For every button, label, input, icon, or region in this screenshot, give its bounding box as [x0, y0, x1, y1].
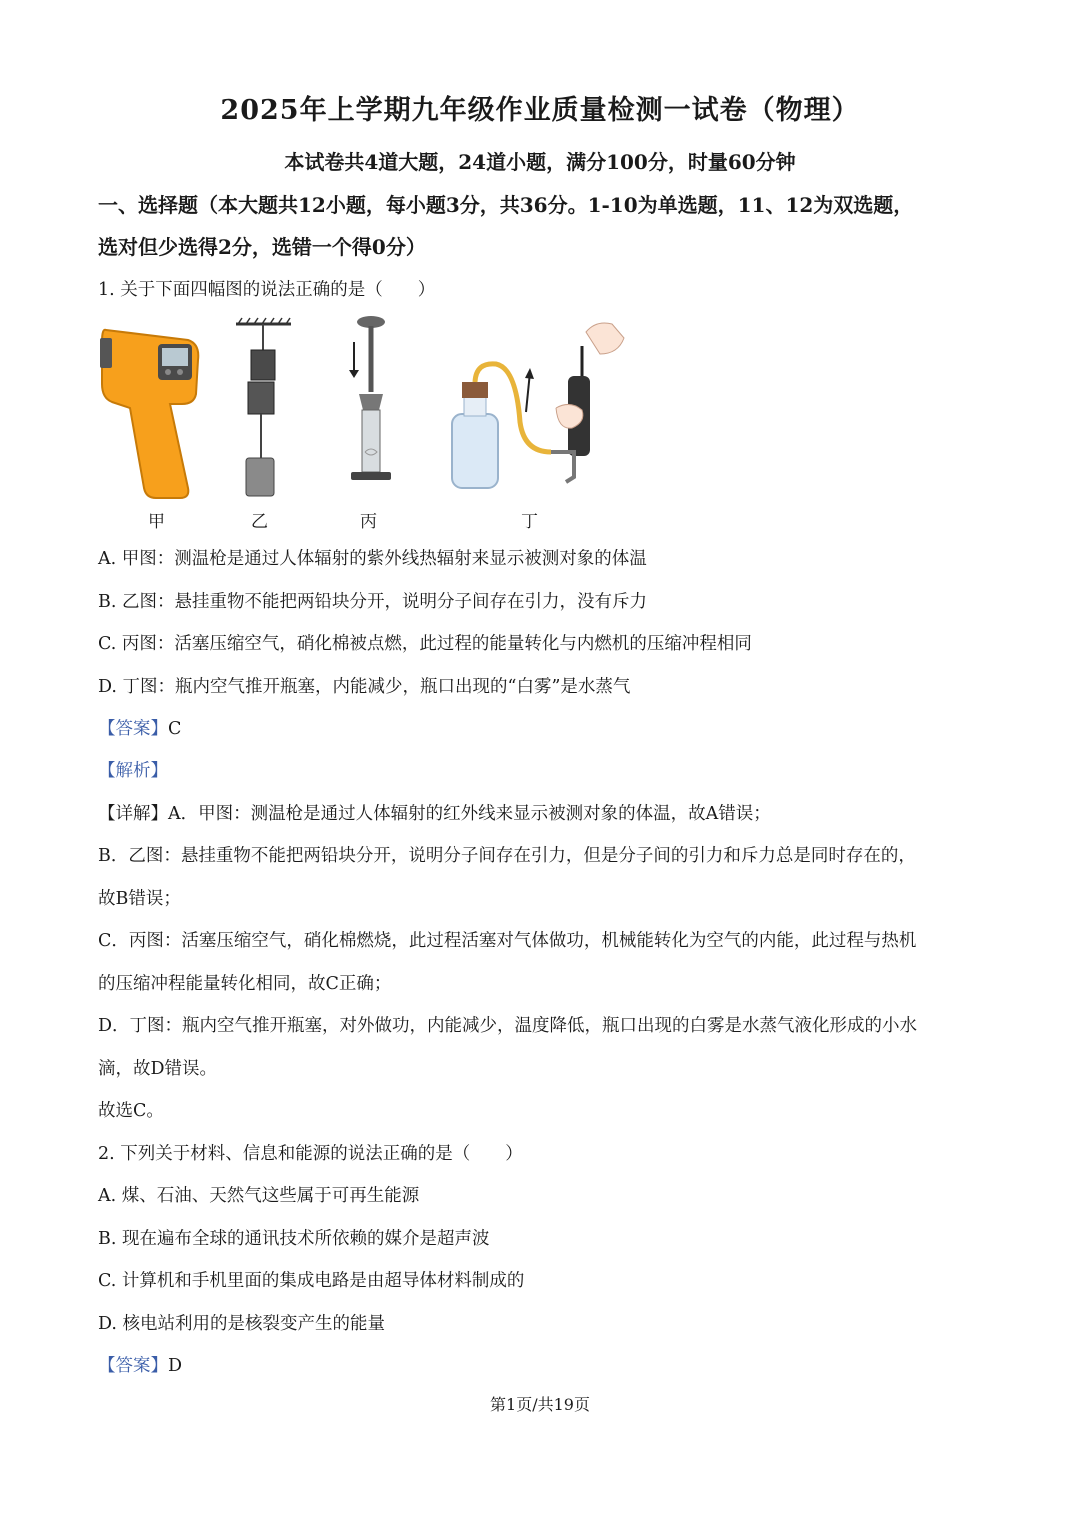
detail-line-3: 故B错误； — [98, 889, 181, 909]
bottle-pump-illustration — [452, 323, 624, 488]
detail-line-6: D．丁图：瓶内空气推开瓶塞，对外做功，内能减少，温度降低，瓶口出现的白雾是水蒸气液化形成的小水 — [98, 1016, 918, 1036]
question-2-option-a: A. 煤、石油、天然气这些属于可再生能源 — [98, 1186, 420, 1206]
page-footer: 第1页/共19页 — [490, 1395, 590, 1414]
question-2-option-c: C. 计算机和手机里面的集成电路是由超导体材料制成的 — [98, 1271, 525, 1291]
analysis-tag: 【解析】 — [98, 761, 168, 781]
detail-line-7: 滴，故D错误。 — [98, 1059, 218, 1079]
figure-caption-ding: 丁 — [521, 512, 538, 532]
question-2-option-b: B. 现在遍布全球的通讯技术所依赖的媒介是超声波 — [98, 1229, 490, 1249]
question-1-option-c: C. 丙图：活塞压缩空气，硝化棉被点燃，此过程的能量转化与内燃机的压缩冲程相同 — [98, 634, 752, 654]
figure-caption-bing: 丙 — [360, 512, 377, 532]
question-2-answer — [98, 1352, 998, 1377]
detail-text: A．甲图：测温枪是通过人体辐射的红外线来显示被测对象的体温，故A错误； — [168, 804, 771, 824]
answer-tag: 【答案】 — [98, 1356, 168, 1376]
detail-line-1 — [98, 800, 998, 825]
detail-line-5: 的压缩冲程能量转化相同，故C正确； — [98, 974, 392, 994]
question-1-option-d: D. 丁图：瓶内空气推开瓶塞，内能减少，瓶口出现的“白雾”是水蒸气 — [98, 677, 631, 697]
question-1-figure — [96, 312, 656, 532]
question-2-option-d: D. 核电站利用的是核裂变产生的能量 — [98, 1314, 386, 1334]
lead-blocks-illustration — [236, 318, 291, 496]
answer-value: C — [168, 719, 182, 739]
figure-caption-jia: 甲 — [148, 512, 165, 532]
detail-tag: 【详解】 — [98, 804, 168, 824]
answer-tag: 【答案】 — [98, 719, 168, 739]
detail-line-2: B．乙图：悬挂重物不能把两铅块分开，说明分子间存在引力，但是分子间的引力和斥力总是同时存在的， — [98, 846, 916, 866]
page-title: 2025年上学期九年级作业质量检测一试卷（物理） — [220, 95, 860, 126]
question-1-option-b: B. 乙图：悬挂重物不能把两铅块分开，说明分子间存在引力，没有斥力 — [98, 592, 647, 612]
answer-value: D — [168, 1356, 183, 1376]
question-2-stem: 2. 下列关于材料、信息和能源的说法正确的是（ ） — [98, 1144, 523, 1164]
air-compression-illustration — [349, 316, 391, 480]
question-1-option-a: A. 甲图：测温枪是通过人体辐射的紫外线热辐射来显示被测对象的体温 — [98, 549, 647, 569]
question-1-answer — [98, 715, 998, 740]
section-header-line-2: 选对但少选得2分，选错一个得0分） — [98, 235, 426, 259]
section-header-line-1: 一、选择题（本大题共12小题，每小题3分，共36分。1-10为单选题，11、12为双选题， — [98, 193, 914, 217]
exam-info: 本试卷共4道大题，24道小题，满分100分，时量60分钟 — [284, 150, 796, 174]
figure-caption-yi: 乙 — [251, 512, 268, 532]
thermometer-gun-illustration — [100, 330, 198, 498]
question-1-stem: 1. 关于下面四幅图的说法正确的是（ ） — [98, 280, 436, 300]
detail-line-8: 故选C。 — [98, 1101, 164, 1121]
detail-line-4: C．丙图：活塞压缩空气，硝化棉燃烧，此过程活塞对气体做功，机械能转化为空气的内能，此过程与热机 — [98, 931, 917, 951]
